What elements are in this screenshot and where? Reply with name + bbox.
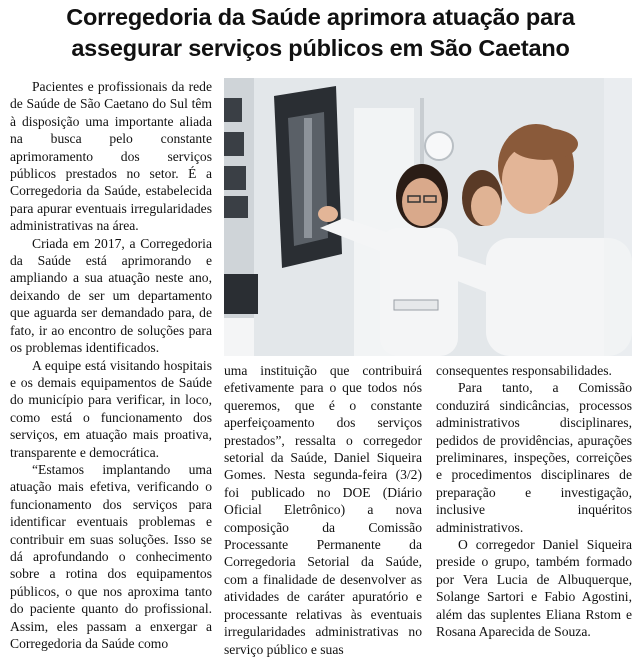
text-column-2	[224, 362, 422, 657]
paragraph: A equipe está visitando hospitais e os demais equipamentos de Saúde do município para verificar, in loco, como está o funcionamento dos serviços, em atuação mais proativa, transparente e democrática.	[10, 357, 212, 460]
photo-doctors-icon	[224, 78, 632, 356]
paragraph: Para tanto, a Comissão conduzirá sindicâncias, processos administrativos disciplinares, pedidos de providências, apurações preliminares, inspeções, correições e procedimentos disciplinares de preparação e investigação, inclusive inquéritos administrativos.	[436, 380, 632, 535]
headline	[0, 2, 641, 64]
text-column-3	[436, 362, 632, 640]
headline-line-2: assegurar serviços públicos em São Caetano	[71, 35, 570, 61]
paragraph: uma instituição que contribuirá efetivamente para o que todos nós queremos, que é o constante aperfeiçoamento dos serviços prestados”, ressalta o corregedor setorial da Saúde, Daniel Siqueira Gomes. Nesta segunda-feira (3/2) foi publicado no DOE (Diário Oficial Eletrônico) a nova composição da Comissão Processante Permanente da Corregedoria Setorial da Saúde, com a finalidade de desenvolver as atividades de caráter apuratório e processante relativas às eventuais irregularidades administrativas no serviço público e suas	[224, 363, 422, 657]
paragraph: consequentes responsabilidades.	[436, 363, 612, 378]
article-photo	[224, 78, 632, 356]
paragraph: O corregedor Daniel Siqueira preside o grupo, também formado por Vera Lucia de Albuquerque, Solange Sartori e Fabio Agostini, além das suplentes Eliana Rstom e Rosana Aparecida de Souza.	[436, 537, 632, 640]
headline-line-1: Corregedoria da Saúde aprimora atuação para	[66, 4, 575, 30]
paragraph: Criada em 2017, a Corregedoria da Saúde está aprimorando e ampliando a sua atuação neste ano, deixando de ser um departamento que aguarda ser demandado para, de fato, ir ao encontro de soluções para os problemas identificados.	[10, 235, 212, 356]
paragraph: Pacientes e profissionais da rede de Saúde de São Caetano do Sul têm à disposição uma importante aliada na busca pelo constante aprimoramento dos serviços públicos prestados no setor. É a Corregedoria da Saúde, estabelecida para apurar eventuais irregularidades administrativas na área.	[10, 79, 212, 234]
paragraph: “Estamos implantando uma atuação mais efetiva, verificando o funcionamento dos serviços para identificar eventuais problemas e contribuir em suas soluções. Isso se dá aprofundando o conhecimento sobre a rotina dos equipamentos públicos, o que nos aproxima tanto do paciente quanto do profissional. Assim, eles passam a enxergar a Corregedoria da Saúde como	[10, 461, 212, 651]
text-column-1	[10, 78, 212, 651]
